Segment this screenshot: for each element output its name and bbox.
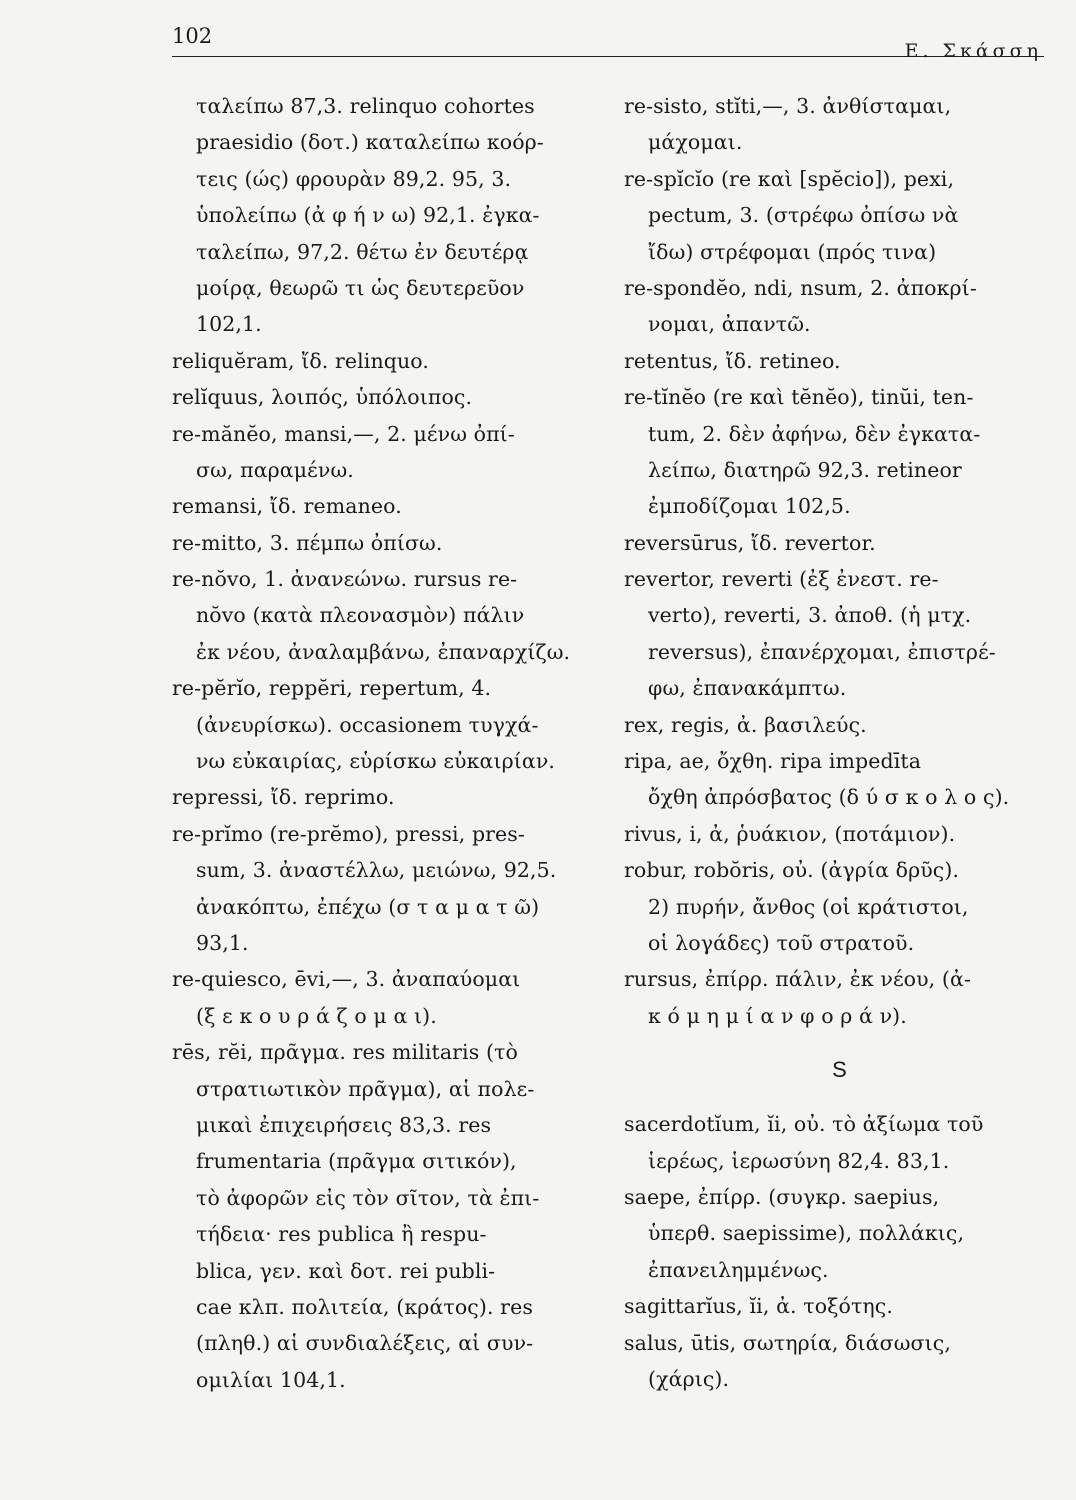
entry-text: reversus), ἐπανέρχομαι, ἐπιστρέ-	[648, 639, 996, 664]
entry-text: ἴδω) στρέφομαι (πρός τινα)	[648, 239, 937, 264]
entry-line	[172, 816, 597, 852]
entry-line	[624, 88, 1049, 124]
entry-text: remansi, ἴδ. remaneo.	[172, 494, 402, 519]
entry-line	[172, 270, 597, 306]
entry-line	[172, 889, 597, 925]
section-letter-s: S	[832, 1057, 847, 1083]
entry-line	[172, 1216, 597, 1252]
entry-line	[624, 816, 1049, 852]
entry-text: ὑπολείπω (ἀ φ ή ν ω) 92,1. ἐγκα-	[196, 203, 540, 228]
entry-line	[172, 852, 597, 888]
entry-line	[172, 234, 597, 270]
entry-text: μοίρᾳ, θεωρῶ τι ὡς δευτερεῦον	[196, 275, 525, 300]
entry-line	[624, 234, 1049, 270]
entry-text: re-mitto, 3. πέμπω ὀπίσω.	[172, 530, 443, 555]
entry-text: φω, ἐπανακάμπτω.	[648, 676, 847, 701]
entry-text: re-quiesco, ēvi,—, 3. ἀναπαύομαι	[172, 967, 521, 992]
entry-text: ripa, ae, ὄχθη. ripa impedīta	[624, 749, 922, 774]
entry-line	[624, 561, 1049, 597]
entry-line	[624, 525, 1049, 561]
entry-line	[624, 1143, 1049, 1179]
entry-text: μικαὶ ἐπιχειρήσεις 83,3. res	[196, 1112, 492, 1137]
entry-text: verto), reverti, 3. ἀποθ. (ἡ μτχ.	[648, 603, 972, 628]
entry-line	[172, 561, 597, 597]
entry-line	[624, 379, 1049, 415]
entry-line	[624, 1325, 1049, 1361]
entry-text: retentus, ἴδ. retineo.	[624, 348, 841, 373]
entry-text: praesidio (δοτ.) καταλείπω κοόρ-	[196, 130, 544, 155]
entry-line	[624, 306, 1049, 342]
entry-line	[172, 961, 597, 997]
entry-text: re-spondĕo, ndi, nsum, 2. ἀποκρί-	[624, 275, 977, 300]
entries-s	[624, 1106, 1049, 1397]
entry-text: νομαι, ἀπαντῶ.	[648, 312, 811, 337]
entry-text: re-prĭmo (re-prĕmo), pressi, pres-	[172, 821, 525, 846]
entry-text: ταλείπω 87,3. relinquo cohortes	[196, 94, 535, 118]
entry-line	[624, 488, 1049, 524]
entry-text: re-sisto, stĭti,—, 3. ἀνθίσταμαι,	[624, 94, 952, 118]
entry-text: νω εὐκαιρίας, εὑρίσκω εὐκαιρίαν.	[196, 749, 556, 774]
entry-line	[172, 1180, 597, 1216]
entry-text: 93,1.	[196, 930, 249, 955]
entry-line	[624, 925, 1049, 961]
entry-line	[172, 161, 597, 197]
entry-line	[624, 124, 1049, 160]
entry-line	[172, 124, 597, 160]
running-head: Ε. Σκάσση	[904, 40, 1042, 62]
entry-text: ἱερέως, ἱερωσύνη 82,4. 83,1.	[648, 1148, 950, 1173]
entry-line	[172, 343, 597, 379]
entry-text: τεις (ώς) φρουρὰν 89,2. 95, 3.	[196, 166, 512, 191]
entry-line	[624, 1215, 1049, 1251]
entry-text: pectum, 3. (στρέφω ὀπίσω νὰ	[648, 203, 959, 228]
entry-line	[172, 1143, 597, 1179]
entry-text: ὑπερθ. saepissime), πολλάκις,	[648, 1221, 965, 1246]
entry-text: reversūrus, ἴδ. revertor.	[624, 530, 876, 555]
right-column	[624, 88, 1049, 1397]
entry-line	[172, 998, 597, 1034]
entries-r-continued	[624, 88, 1049, 1034]
entry-text: salus, ūtis, σωτηρία, διάσωσις,	[624, 1330, 951, 1355]
entry-text: frumentaria (πρᾶγμα σιτικόν),	[196, 1149, 517, 1174]
entry-text: re-mănĕo, mansi,—, 2. μένω ὀπί-	[172, 421, 515, 446]
entry-line	[172, 306, 597, 342]
entry-text: 102,1.	[196, 312, 262, 337]
entry-text: 2) πυρήν, ἄνθος (οἱ κράτιστοι,	[648, 894, 969, 919]
entry-text: relĭquus, λοιπός, ὑπόλοιπος.	[172, 385, 473, 410]
entry-line	[624, 1179, 1049, 1215]
entry-line	[172, 1289, 597, 1325]
entry-line	[172, 1107, 597, 1143]
entry-text: ταλείπω, 97,2. θέτω ἐν δευτέρᾳ	[196, 239, 529, 264]
entry-text: σω, παραμένω.	[196, 457, 354, 482]
entry-line	[172, 525, 597, 561]
entry-text: ἐκ νέου, ἀναλαμβάνω, ἐπαναρχίζω.	[196, 639, 571, 664]
entry-text: μάχομαι.	[648, 130, 743, 155]
entry-line	[624, 779, 1049, 815]
entry-text: re-nŏvo, 1. ἀνανεώνω. rursus re-	[172, 567, 518, 592]
entry-text: ἀνακόπτω, ἐπέχω (σ τ α μ α τ ῶ)	[196, 894, 540, 919]
entry-line	[624, 270, 1049, 306]
entry-line	[624, 416, 1049, 452]
entry-line	[172, 488, 597, 524]
entry-text: repressi, ἴδ. reprimo.	[172, 785, 395, 810]
page-number: 102	[172, 24, 213, 48]
entry-text: ὄχθη ἀπρόσβατος (δ ύ σ κ ο λ ο ς).	[648, 785, 1010, 810]
entry-line	[172, 670, 597, 706]
entry-text: τὸ ἀφορῶν εἰς τὸν σῖτον, τὰ ἐπι-	[196, 1185, 540, 1210]
entry-text: saepe, ἐπίρρ. (συγκρ. saepius,	[624, 1184, 940, 1209]
entry-line	[172, 1071, 597, 1107]
entry-text: τήδεια· res publica ἢ respu-	[196, 1222, 487, 1247]
entry-line	[624, 670, 1049, 706]
page-header	[172, 22, 1044, 62]
entry-text: re-spĭcĭo (re καὶ [spĕcio]), pexi,	[624, 166, 955, 191]
entry-line	[172, 452, 597, 488]
entry-text: re-pĕrĭo, reppĕri, repertum, 4.	[172, 676, 492, 701]
entry-text: (ἀνευρίσκω). occasionem τυγχά-	[196, 712, 539, 737]
entry-line	[624, 1252, 1049, 1288]
entry-line	[624, 707, 1049, 743]
entry-text: ομιλίαι 104,1.	[196, 1367, 346, 1392]
entry-line	[624, 634, 1049, 670]
entry-line	[624, 1361, 1049, 1397]
entry-text: rivus, i, ἀ, ῥυάκιον, (ποτάμιον).	[624, 821, 956, 846]
entry-line	[624, 743, 1049, 779]
entry-line	[172, 1034, 597, 1070]
entry-line	[624, 889, 1049, 925]
entry-text: sacerdotĭum, ĭi, οὐ. τὸ ἀξίωμα τοῦ	[624, 1112, 984, 1137]
entry-text: στρατιωτικὸν πρᾶγμα), αἱ πολε-	[196, 1076, 535, 1101]
entry-line	[624, 961, 1049, 997]
entry-text: οἱ λογάδες) τοῦ στρατοῦ.	[648, 930, 915, 955]
entry-line	[172, 1253, 597, 1289]
entry-text: κ ό μ η μ ί α ν φ ο ρ ά ν).	[648, 1003, 907, 1028]
entry-text: re-tĭnĕo (re καὶ tĕnĕo), tinŭi, ten-	[624, 385, 974, 410]
entry-line	[172, 707, 597, 743]
left-column	[172, 88, 597, 1398]
entry-text: cae κλπ. πολιτεία, (κράτος). res	[196, 1294, 533, 1319]
entry-line	[172, 925, 597, 961]
entry-line	[624, 197, 1049, 233]
entry-line	[624, 852, 1049, 888]
entry-line	[624, 1106, 1049, 1142]
entry-line	[172, 88, 597, 124]
entry-text: ἐμποδίζομαι 102,5.	[648, 494, 851, 519]
entry-line	[172, 1362, 597, 1398]
entry-text: rēs, rĕi, πρᾶγμα. res militaris (τὸ	[172, 1040, 518, 1065]
entry-line	[172, 743, 597, 779]
entry-text: ἐπανειλημμένως.	[648, 1257, 829, 1282]
entry-text: (ξ ε κ ο υ ρ ά ζ ο μ α ι).	[196, 1003, 437, 1028]
entry-text: (πληθ.) αἱ συνδιαλέξεις, αἱ συν-	[196, 1331, 534, 1356]
entry-text: rursus, ἐπίρρ. πάλιν, ἐκ νέου, (ἀ-	[624, 967, 971, 992]
entry-line	[172, 379, 597, 415]
entry-line	[624, 452, 1049, 488]
entry-text: sagittarĭus, ĭi, ἀ. τοξότης.	[624, 1294, 893, 1319]
entry-text: tum, 2. δὲν ἀφήνω, δὲν ἐγκατα-	[648, 421, 981, 446]
entry-line	[172, 197, 597, 233]
entry-line	[624, 161, 1049, 197]
entry-text: λείπω, διατηρῶ 92,3. retineor	[648, 457, 962, 482]
entry-line	[624, 343, 1049, 379]
entry-text: blica, γεν. καὶ δοτ. rei publi-	[196, 1258, 496, 1283]
entry-line	[172, 1325, 597, 1361]
entry-text: nŏvo (κατὰ πλεονασμὸν) πάλιν	[196, 603, 525, 628]
entry-line	[172, 597, 597, 633]
entry-line	[624, 998, 1049, 1034]
entry-text: sum, 3. ἀναστέλλω, μειώνω, 92,5.	[196, 858, 557, 883]
entry-line	[624, 597, 1049, 633]
entry-text: reliquĕram, ἴδ. relinquo.	[172, 348, 429, 373]
entry-text: robur, robŏris, οὐ. (ἀγρία δρῦς).	[624, 858, 960, 883]
entry-text: (χάρις).	[648, 1366, 730, 1391]
entry-line	[172, 779, 597, 815]
entry-text: revertor, reverti (ἐξ ἐνεστ. re-	[624, 567, 939, 592]
entry-line	[172, 634, 597, 670]
entry-text: rex, regis, ἀ. βασιλεύς.	[624, 712, 867, 737]
entry-line	[624, 1288, 1049, 1324]
entry-line	[172, 416, 597, 452]
